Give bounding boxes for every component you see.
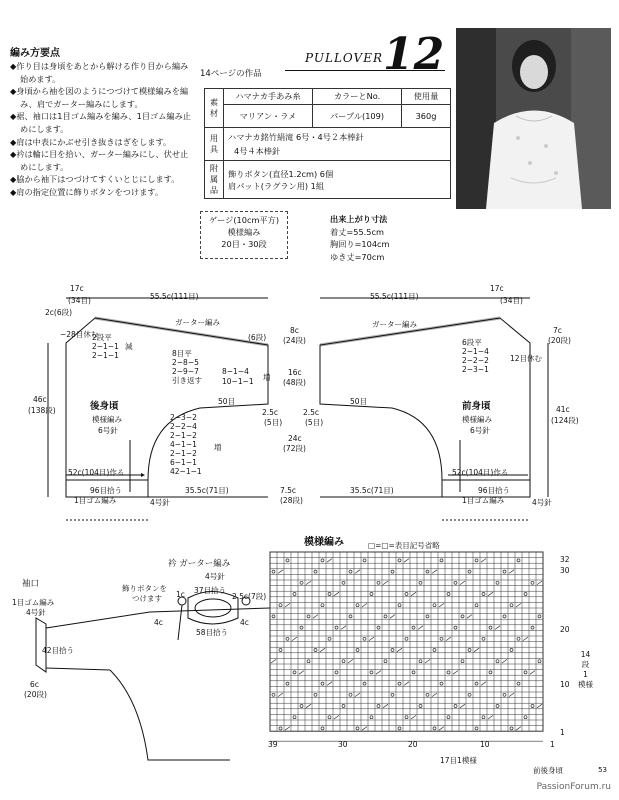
collar-needle: 4号針 xyxy=(205,572,225,581)
header-rule xyxy=(285,70,445,71)
front-d1: 6段平 xyxy=(462,338,482,347)
back-c52: 52c(104目)作る xyxy=(68,468,125,477)
pattern-r10: 10 xyxy=(560,680,570,689)
front-r25b: (5目) xyxy=(305,418,324,427)
front-dec xyxy=(462,338,489,374)
sleeve-m42: 42目拾う xyxy=(42,646,75,655)
front-m12: 12目休む xyxy=(510,354,543,363)
mat-h1: ハマナカ手あみ糸 xyxy=(224,89,313,105)
sleeve-needle: 4号針 xyxy=(26,608,46,617)
back-c96: 96目拾う xyxy=(90,486,123,495)
front-fifty: 50目 xyxy=(350,397,368,406)
collar-button2: つけます xyxy=(132,594,162,603)
pattern-r20: 20 xyxy=(560,625,570,634)
pattern-b1: 1 xyxy=(550,740,555,749)
front-c52: 52c(104目)作る xyxy=(452,468,509,477)
back-title: 後身頃 xyxy=(90,401,119,412)
back-dec1: 2段平 xyxy=(92,333,112,342)
pattern-front-center: 前後身頃 xyxy=(533,766,563,775)
pattern-side3: 1 xyxy=(583,670,588,679)
front-width: 55.5c(111目) xyxy=(370,292,419,301)
back-r8b: (24段) xyxy=(283,336,306,345)
forum-watermark: PassionForum.ru xyxy=(536,782,611,792)
collar-c1: 1c xyxy=(176,590,185,599)
back-stitch: 模様編み xyxy=(92,415,122,424)
note-item: ◆身頃から袖を図のようにつづけて模様編みを編み、肩でガーター編みにします。 xyxy=(10,86,189,109)
pattern-r32: 32 xyxy=(560,555,570,564)
front-d4: 2−3−1 xyxy=(462,365,489,374)
back-h4: 4−1−1 xyxy=(170,440,197,449)
back-r25b: (5目) xyxy=(264,418,283,427)
back-garter: ガーター編み xyxy=(175,318,220,327)
back-r16: 16c xyxy=(288,368,302,377)
sleeve-c6: 6c xyxy=(30,680,39,689)
back-h2: 2−2−4 xyxy=(170,422,197,431)
front-d2: 2−1−4 xyxy=(462,347,489,356)
page-number: 53 xyxy=(598,766,607,774)
back-h-s: 増 xyxy=(214,443,222,452)
gauge-l3: 20目・30段 xyxy=(221,239,267,249)
size-l3: ゆき丈=70cm xyxy=(330,251,385,262)
collar-c4a: 4c xyxy=(154,618,163,627)
back-m28: −28目休む xyxy=(60,330,99,339)
note-item: ◆肩は中表にかぶせ引き抜きはぎをします。 xyxy=(10,136,172,147)
back-rib: 1目ゴム編み xyxy=(74,496,117,505)
pattern-b20: 20 xyxy=(408,740,418,749)
mat-h3: 使用量 xyxy=(402,89,451,105)
pullover-label: PULLOVER xyxy=(305,51,384,65)
front-garter: ガーター編み xyxy=(372,320,417,329)
pattern-r30: 30 xyxy=(560,566,570,575)
back-sh1: 8−1−4 xyxy=(222,367,249,376)
back-shw1: 8目平 xyxy=(172,349,192,358)
mat-v3: 360g xyxy=(402,105,451,128)
tools-1: ハマナカ銘竹絹滝 6号・4号２本棒針 xyxy=(228,132,364,142)
back-needle4: 4号針 xyxy=(150,498,170,507)
notes-list xyxy=(10,60,195,199)
back-top-c: 17c xyxy=(70,284,84,293)
collar-title: 衿 ガーター編み xyxy=(168,559,231,569)
pattern-b10: 10 xyxy=(480,740,490,749)
back-r46b: (138段) xyxy=(28,406,56,415)
note-item: ◆作り目は身頃をあとから解ける作り目から編み始めます。 xyxy=(10,61,189,84)
back-r16b: (48段) xyxy=(283,378,306,387)
back-c355: 35.5c(71目) xyxy=(185,486,229,495)
size-l1: 着丈=55.5cm xyxy=(330,226,384,237)
back-h6: 6−1−1 xyxy=(170,458,197,467)
sleeve-title: 袖口 xyxy=(22,579,40,589)
back-r8: 8c xyxy=(290,326,299,335)
back-r25: 2.5c xyxy=(262,408,279,417)
back-width: 55.5c(111目) xyxy=(150,292,199,301)
mat-side: 素 xyxy=(209,97,219,107)
front-d3: 2−2−2 xyxy=(462,356,489,365)
front-needle4: 4号針 xyxy=(532,498,552,507)
pattern-repeat: 17目1模様 xyxy=(440,756,477,765)
pattern-side2: 段 xyxy=(581,660,590,669)
back-top-m: (34目) xyxy=(68,296,91,305)
front-c355: 35.5c(71目) xyxy=(350,486,394,495)
sleeve-c6b: (20段) xyxy=(24,690,47,699)
back-h1: 2−3−2 xyxy=(170,413,197,422)
front-r25: 2.5c xyxy=(303,408,320,417)
gauge-box xyxy=(200,211,288,259)
front-c96: 96目拾う xyxy=(478,486,511,495)
back-fifty: 50目 xyxy=(218,397,236,406)
note-item: ◆肩の指定位置に飾りボタンをつけます。 xyxy=(10,186,164,197)
collar-m37: 37目拾う xyxy=(194,586,227,595)
collar-button: 飾りボタンを xyxy=(122,584,167,593)
front-needle: 6号針 xyxy=(470,426,490,435)
back-dec-s: 減 xyxy=(125,342,133,351)
front-top-m: (34目) xyxy=(500,296,523,305)
front-r41b: (124段) xyxy=(551,416,579,425)
acc-2: 肩パット(ラグラン用) 1組 xyxy=(228,180,325,191)
back-r46: 46c xyxy=(33,395,47,404)
mat-v2: パープル(109) xyxy=(313,105,402,128)
back-shw xyxy=(172,349,202,385)
pattern-b30: 30 xyxy=(338,740,348,749)
tools-2: 4号４本棒針 xyxy=(234,146,281,156)
back-sh xyxy=(222,367,254,387)
mat-side2: 材 xyxy=(209,108,219,118)
back-needle: 6号針 xyxy=(98,426,118,435)
back-r75b: (28段) xyxy=(280,496,303,505)
collar-c25: 2.5c(7段) xyxy=(232,592,267,601)
back-h xyxy=(170,413,202,476)
note-item: ◆裾、袖口は1目ゴム編みを編み、1目ゴム編み止めにします。 xyxy=(10,111,191,134)
gauge-l1: ゲージ(10cm平方) xyxy=(208,215,280,225)
collar-m58: 58目拾う xyxy=(196,628,229,637)
materials-table xyxy=(204,88,451,199)
note-item: ◆衿は輪に目を拾い、ガーター編みにし、伏せ止めにします。 xyxy=(10,149,189,172)
front-top-c: 17c xyxy=(490,284,504,293)
back-h3: 2−1−2 xyxy=(170,431,197,440)
back-shw2: 2−8−5 xyxy=(172,358,199,367)
model-photo xyxy=(456,28,611,209)
pattern-legend: □=□=表目記号省略 xyxy=(368,541,440,550)
back-dec3: 2−1−1 xyxy=(92,351,119,360)
collar-c4b: 4c xyxy=(240,618,249,627)
front-r7: 7c xyxy=(553,326,562,335)
pattern-title: 模様編み xyxy=(304,537,344,548)
back-dec2: 2−1−1 xyxy=(92,342,119,351)
page-ref: 14ページの作品 xyxy=(200,69,262,79)
back-r75: 7.5c xyxy=(280,486,297,495)
size-title: 出来上がり寸法 xyxy=(330,214,388,224)
note-item: ◆脇から袖下はつづけてすくいとじにします。 xyxy=(10,174,180,185)
pattern-r1: 1 xyxy=(560,728,565,737)
gauge-l2: 模様編み xyxy=(227,227,261,237)
finished-size xyxy=(330,213,390,263)
front-title: 前身頃 xyxy=(462,401,491,412)
pattern-side xyxy=(578,650,593,690)
back-shw4: 引き返す xyxy=(172,376,202,385)
back-dec xyxy=(92,333,119,360)
back-h7: 42−1−1 xyxy=(170,467,202,476)
back-r24: 24c xyxy=(288,434,302,443)
back-r24b: (72段) xyxy=(283,444,306,453)
back-sh2: 10−1−1 xyxy=(222,377,254,386)
mat-v1: マリアン・ラメ xyxy=(224,105,313,128)
back-six: (6段) xyxy=(248,333,267,342)
pattern-chart xyxy=(270,552,543,741)
pattern-side4: 模様 xyxy=(578,680,593,689)
mat-h2: カラーとNo. xyxy=(313,89,402,105)
front-rib: 1目ゴム編み xyxy=(462,496,505,505)
size-l2: 胸回り=104cm xyxy=(330,239,390,249)
acc-1: 飾りボタン(直径1.2cm) 6個 xyxy=(228,168,334,179)
pattern-side1: 14 xyxy=(580,650,591,659)
back-h5: 2−1−2 xyxy=(170,449,197,458)
tools-label: 用 具 xyxy=(205,128,224,161)
pattern-number: 12 xyxy=(383,29,445,80)
sleeve-rib: 1目ゴム編み xyxy=(12,598,55,607)
front-r7b: (20段) xyxy=(548,336,571,345)
pattern-b39: 39 xyxy=(268,740,278,749)
front-stitch: 模様編み xyxy=(462,415,492,424)
notes-title: 編み方要点 xyxy=(10,48,60,59)
back-shw3: 2−9−7 xyxy=(172,367,199,376)
back-sh-s: 増 xyxy=(263,373,271,382)
back-cuff: 2c(6段) xyxy=(45,308,73,317)
acc-label: 附属品 xyxy=(205,161,224,199)
front-r41: 41c xyxy=(556,405,570,414)
